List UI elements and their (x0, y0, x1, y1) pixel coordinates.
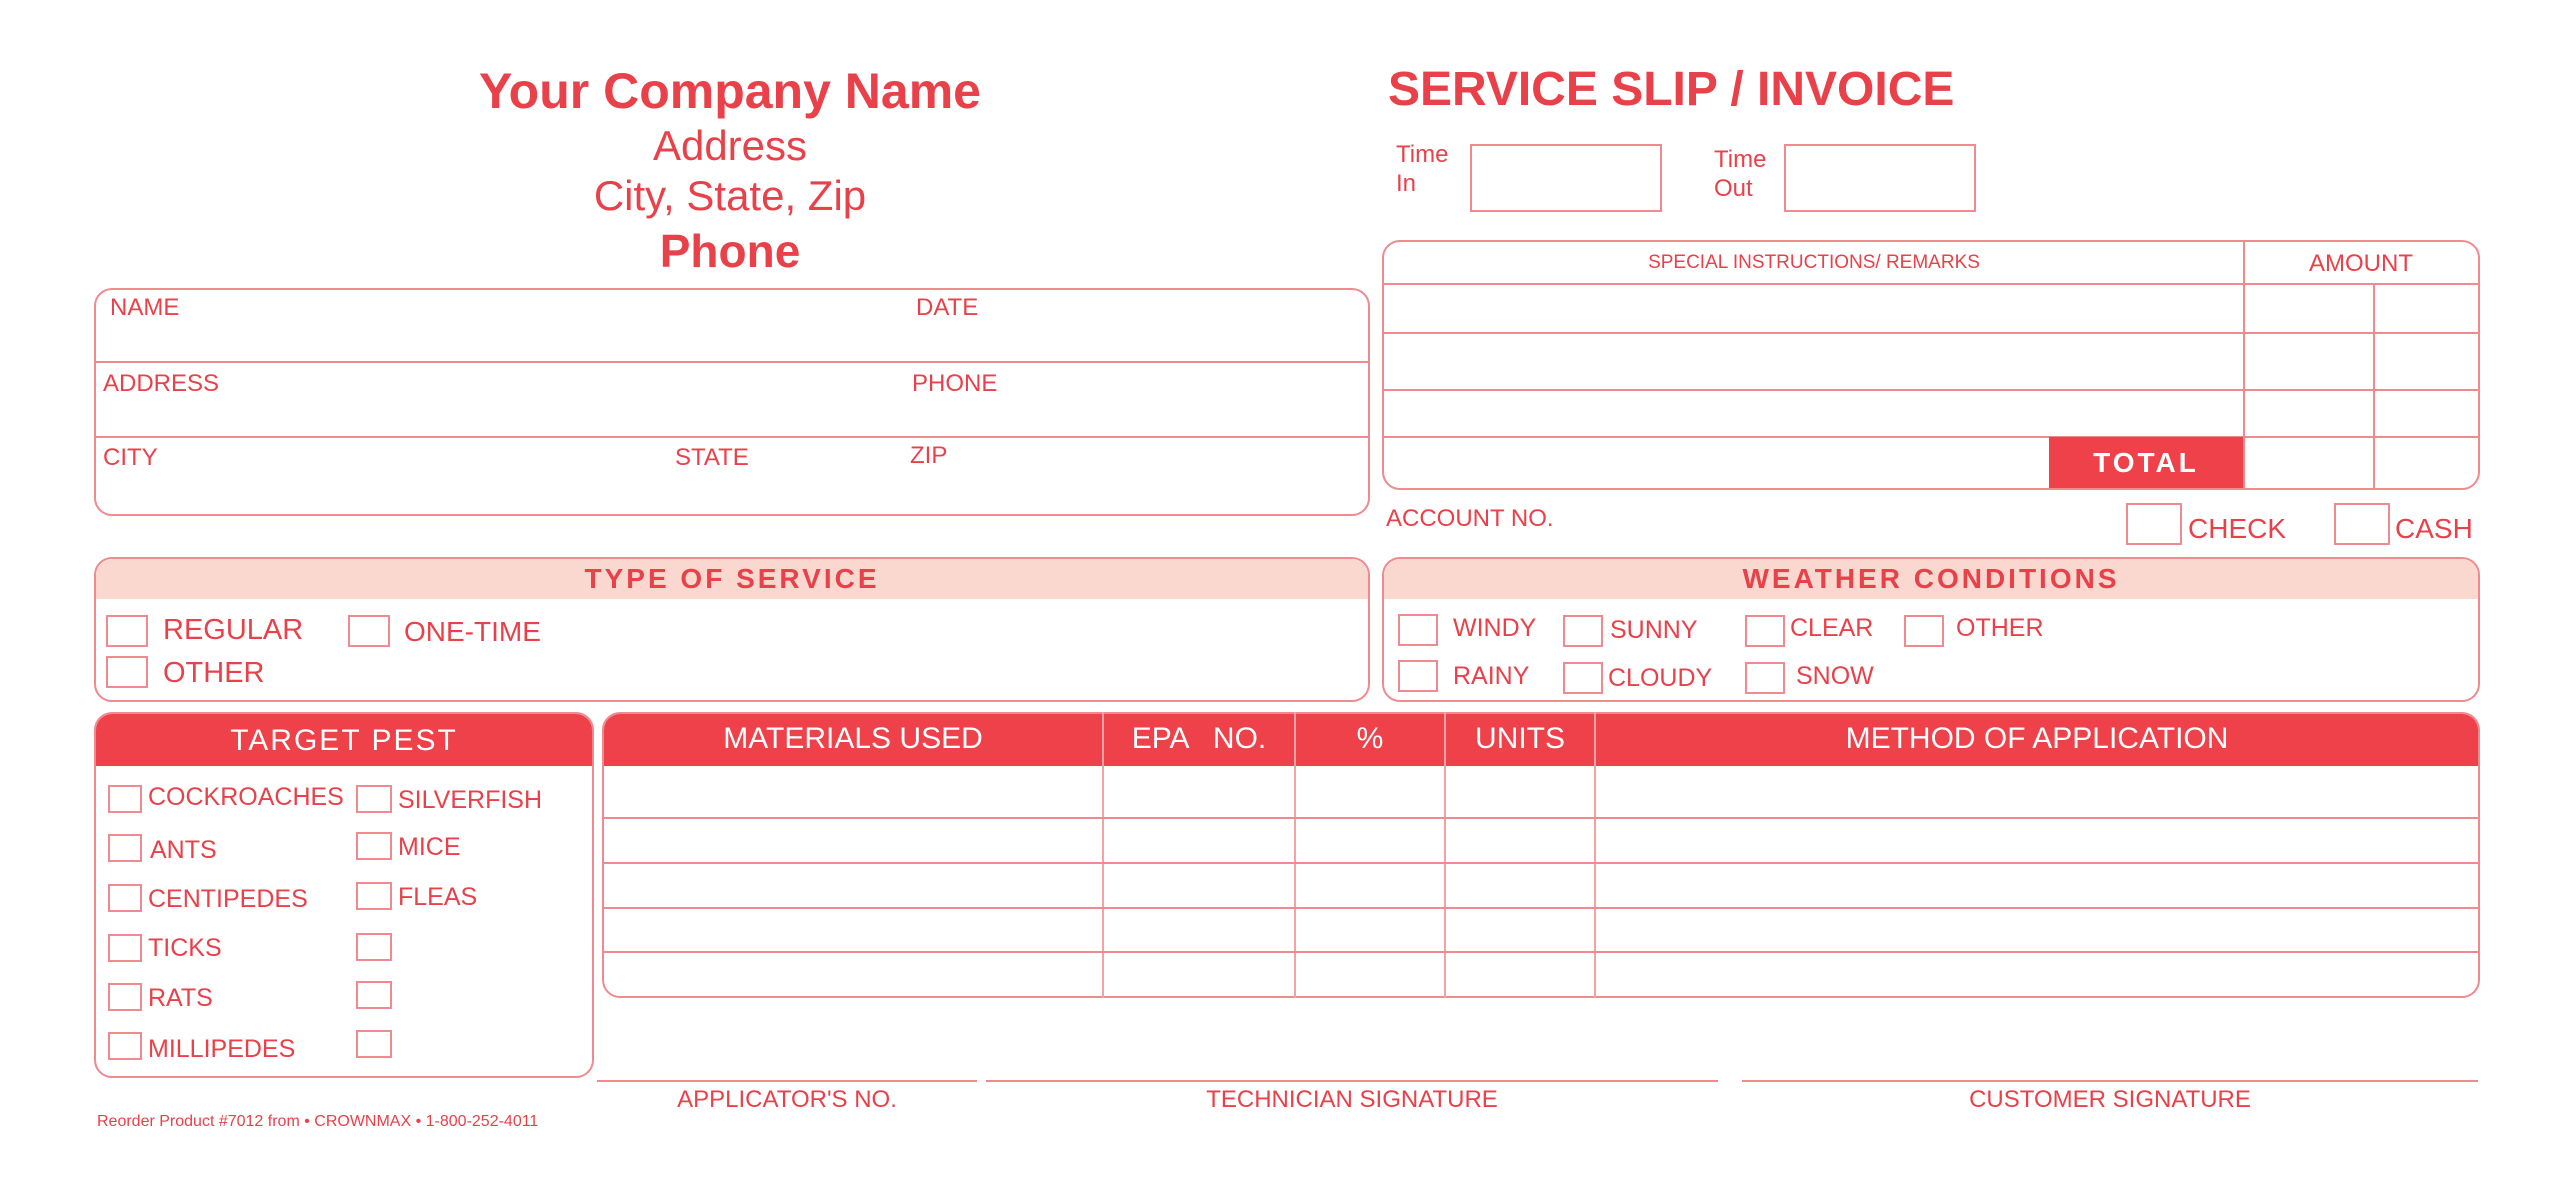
divider (1384, 436, 2478, 438)
document-title: SERVICE SLIP / INVOICE (1388, 63, 1955, 116)
silverfish-checkbox[interactable] (356, 785, 392, 813)
check-label: CHECK (2188, 513, 2287, 544)
percent-header: % (1356, 722, 1384, 755)
phone-label: PHONE (912, 370, 998, 397)
materials-used-header: MATERIALS USED (723, 722, 983, 755)
clear-label: CLEAR (1790, 614, 1874, 642)
table-row (604, 817, 2478, 819)
cloudy-checkbox[interactable] (1563, 662, 1603, 694)
company-city-state-zip: City, State, Zip (593, 172, 867, 219)
rainy-label: RAINY (1453, 662, 1530, 690)
millipedes-checkbox[interactable] (108, 1032, 142, 1060)
fleas-label: FLEAS (398, 883, 478, 911)
divider (2373, 284, 2375, 490)
technician-signature-line[interactable] (986, 1080, 1718, 1082)
other-weather-label: OTHER (1956, 614, 2044, 642)
sunny-label: SUNNY (1610, 616, 1698, 644)
time-in-label: Time In (1396, 141, 1449, 197)
reorder-note: Reorder Product #7012 from • CROWNMAX • 1-800-252-4011 (97, 1113, 539, 1130)
ticks-checkbox[interactable] (108, 934, 142, 962)
divider (2243, 240, 2245, 490)
instructions-header: SPECIAL INSTRUCTIONS/ REMARKS (1648, 252, 1980, 273)
column-divider (1444, 712, 1446, 998)
divider (1384, 332, 2478, 334)
clear-checkbox[interactable] (1745, 615, 1785, 647)
one-time-checkbox[interactable] (348, 615, 390, 647)
ants-label: ANTS (150, 836, 217, 864)
company-phone: Phone (659, 225, 801, 277)
customer-info-box (94, 288, 1370, 516)
table-row (604, 951, 2478, 953)
blank-pest-checkbox[interactable] (356, 1030, 392, 1058)
applicator-no-label: APPLICATOR'S NO. (677, 1086, 897, 1113)
name-label: NAME (110, 294, 180, 321)
rainy-checkbox[interactable] (1398, 660, 1438, 692)
sunny-checkbox[interactable] (1563, 615, 1603, 647)
units-header: UNITS (1475, 722, 1565, 755)
weather-conditions-header: WEATHER CONDITIONS (1384, 559, 2478, 599)
other-service-label: OTHER (163, 657, 265, 689)
divider (1384, 389, 2478, 391)
column-divider (1294, 712, 1296, 998)
total-label: TOTAL (2049, 437, 2243, 488)
regular-label: REGULAR (163, 614, 304, 646)
target-pest-header: TARGET PEST (96, 714, 592, 766)
account-no-label: ACCOUNT NO. (1386, 505, 1554, 532)
regular-checkbox[interactable] (106, 615, 148, 647)
cloudy-label: CLOUDY (1608, 664, 1713, 692)
address-label: ADDRESS (103, 370, 220, 397)
table-row (604, 862, 2478, 864)
divider (96, 436, 1368, 438)
cockroaches-checkbox[interactable] (108, 785, 142, 813)
technician-signature-label: TECHNICIAN SIGNATURE (1206, 1086, 1498, 1113)
cash-label: CASH (2395, 513, 2473, 544)
column-divider (1594, 712, 1596, 998)
time-out-field[interactable] (1784, 144, 1976, 212)
type-of-service-header: TYPE OF SERVICE (96, 559, 1368, 599)
epa-no-header: EPA NO. (1131, 722, 1267, 755)
time-in-field[interactable] (1470, 144, 1662, 212)
cash-checkbox[interactable] (2334, 503, 2390, 545)
windy-label: WINDY (1453, 614, 1537, 642)
blank-pest-checkbox[interactable] (356, 981, 392, 1009)
amount-header: AMOUNT (2309, 250, 2413, 277)
zip-label: ZIP (910, 442, 948, 469)
check-checkbox[interactable] (2126, 503, 2182, 545)
customer-signature-line[interactable] (1742, 1080, 2478, 1082)
fleas-checkbox[interactable] (356, 882, 392, 910)
silverfish-label: SILVERFISH (398, 786, 543, 814)
ants-checkbox[interactable] (108, 834, 142, 862)
city-label: CITY (103, 444, 158, 471)
rats-label: RATS (148, 984, 213, 1012)
snow-checkbox[interactable] (1745, 662, 1785, 694)
rats-checkbox[interactable] (108, 983, 142, 1011)
table-row (604, 907, 2478, 909)
blank-pest-checkbox[interactable] (356, 933, 392, 961)
mice-checkbox[interactable] (356, 832, 392, 860)
centipedes-checkbox[interactable] (108, 884, 142, 912)
company-name: Your Company Name (479, 63, 981, 119)
mice-label: MICE (398, 833, 461, 861)
applicator-no-line[interactable] (597, 1080, 977, 1082)
snow-label: SNOW (1796, 662, 1874, 690)
time-out-label: Time Out (1714, 146, 1767, 202)
cockroaches-label: COCKROACHES (148, 783, 344, 811)
other-weather-checkbox[interactable] (1904, 615, 1944, 647)
windy-checkbox[interactable] (1398, 614, 1438, 646)
method-of-application-header: METHOD OF APPLICATION (1845, 722, 2229, 755)
divider (1384, 283, 2478, 285)
column-divider (1102, 712, 1104, 998)
centipedes-label: CENTIPEDES (148, 885, 308, 913)
one-time-label: ONE-TIME (404, 616, 541, 647)
customer-signature-label: CUSTOMER SIGNATURE (1969, 1086, 2251, 1113)
company-address: Address (652, 122, 808, 169)
millipedes-label: MILLIPEDES (148, 1035, 296, 1063)
ticks-label: TICKS (148, 934, 222, 962)
other-service-checkbox[interactable] (106, 656, 148, 688)
state-label: STATE (675, 444, 749, 471)
divider (96, 361, 1368, 363)
date-label: DATE (916, 294, 979, 321)
